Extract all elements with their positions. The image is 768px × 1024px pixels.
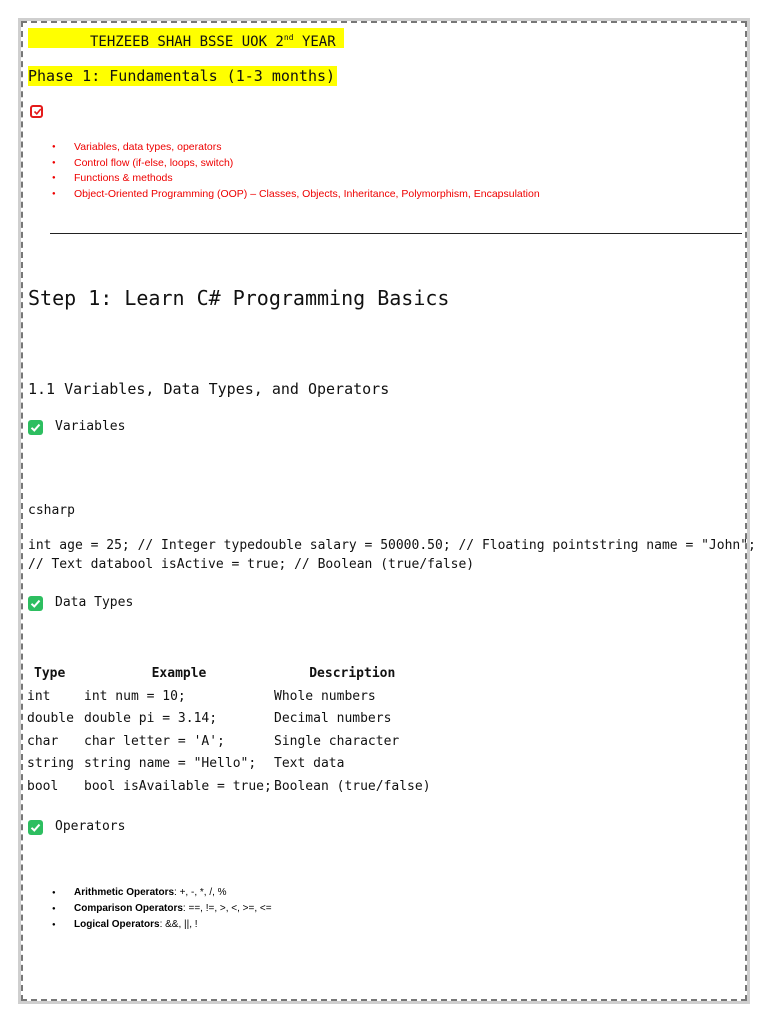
green-check-icon	[28, 596, 43, 611]
data-types-table	[27, 663, 431, 799]
operators-label: Operators	[55, 819, 126, 834]
code-language-label: csharp	[28, 503, 75, 518]
code-line: int age = 25; // Integer typedouble salary = 50000.50; // Floating pointstring name = "John";	[28, 538, 756, 553]
table-cell: Decimal numbers	[274, 711, 392, 727]
phase-title: Phase 1: Fundamentals (1-3 months)	[28, 67, 336, 85]
title-text: TEHZEEB SHAH BSSE UOK 2	[90, 34, 284, 50]
table-cell: char letter = 'A';	[84, 733, 225, 749]
table-cell: bool	[27, 778, 59, 794]
list-item: ● Control flow (if-else, loops, switch)	[52, 156, 540, 172]
list-item: ● Functions & methods	[52, 171, 540, 187]
list-item: ● Variables, data types, operators	[52, 140, 540, 156]
green-check-icon	[28, 820, 43, 835]
table-cell: int	[27, 688, 51, 704]
operator-name: Logical Operators	[74, 919, 160, 930]
table-cell: Whole numbers	[274, 688, 376, 704]
variables-label: Variables	[55, 419, 126, 434]
green-check-icon	[28, 420, 43, 435]
variables-label-row	[28, 418, 125, 437]
title-end: YEAR	[293, 34, 336, 50]
list-item	[52, 885, 272, 901]
column-header-example: Example	[151, 666, 207, 681]
table-cell: string	[27, 756, 74, 772]
operator-value: : ==, !=, >, <, >=, <=	[182, 903, 272, 914]
list-item	[52, 917, 272, 933]
operator-value: : &&, ||, !	[159, 919, 198, 930]
table-cell: char	[27, 733, 59, 749]
document-title	[28, 28, 344, 48]
table-cell: Text data	[274, 756, 345, 772]
column-header-type: Type	[34, 666, 66, 681]
code-block	[28, 536, 768, 574]
operator-value: : +, -, *, /, %	[174, 887, 227, 898]
table-cell: Boolean (true/false)	[274, 778, 431, 794]
table-cell: double pi = 3.14;	[84, 711, 218, 727]
table-cell: int num = 10;	[84, 688, 186, 704]
data-types-label: Data Types	[55, 595, 134, 610]
table-row	[27, 686, 431, 709]
table-row	[27, 776, 431, 799]
data-types-label-row	[28, 594, 133, 613]
phase-topic-list	[52, 140, 540, 203]
table-cell: bool isAvailable = true;	[84, 778, 272, 794]
horizontal-rule	[50, 233, 742, 234]
column-header-description: Description	[309, 666, 396, 681]
table-header-row	[27, 663, 431, 686]
list-item	[52, 901, 272, 917]
table-cell: Single character	[274, 733, 400, 749]
table-row	[27, 753, 431, 776]
table-cell: double	[27, 711, 74, 727]
code-line: // Text databool isActive = true; // Boolean (true/false)	[28, 557, 475, 572]
table-cell: string name = "Hello";	[84, 756, 257, 772]
table-row	[27, 731, 431, 754]
list-item: ● Object-Oriented Programming (OOP) – Classes, Objects, Inheritance, Polymorphism, Encapsulation	[52, 187, 540, 203]
operator-name: Comparison Operators	[74, 903, 183, 914]
operators-list	[52, 885, 272, 933]
table-row	[27, 708, 431, 731]
operators-label-row	[28, 818, 125, 837]
operator-name: Arithmetic Operators	[74, 887, 175, 898]
step-heading: Step 1: Learn C# Programming Basics	[28, 286, 450, 310]
red-checkbox-icon	[30, 105, 43, 118]
section-heading: 1.1 Variables, Data Types, and Operators	[28, 380, 390, 398]
title-superscript: nd	[283, 33, 294, 42]
